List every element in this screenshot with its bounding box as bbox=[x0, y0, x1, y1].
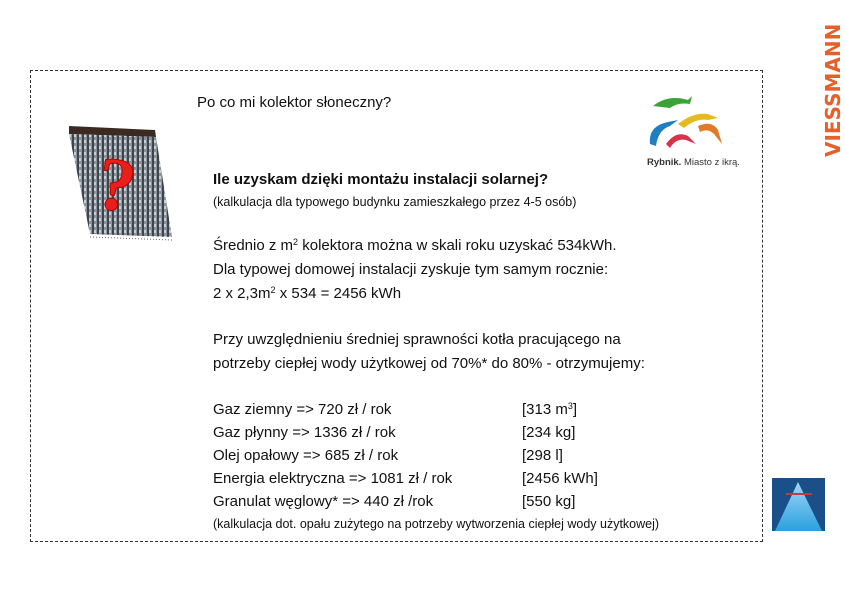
solar-collector-image bbox=[62, 122, 177, 244]
rybnik-fish-logo bbox=[648, 94, 728, 154]
fuel-amount-electricity: [2456 kWh] bbox=[522, 470, 598, 487]
fuel-label-oil: Olej opałowy => 685 zł / rok bbox=[213, 447, 399, 464]
question-mark-icon: ? bbox=[91, 140, 142, 230]
viessmann-logo: VIESSMANN bbox=[821, 23, 845, 157]
efficiency-line-1: Przy uwzględnieniu średniej sprawności kotła pracującego na bbox=[213, 331, 621, 348]
fuel-amount-lpg: [234 kg] bbox=[522, 424, 576, 441]
yield-line-2: Dla typowej domowej instalacji zyskuje tym samym rocznie: bbox=[213, 261, 609, 278]
fuel-label-lpg: Gaz płynny => 1336 zł / rok bbox=[213, 424, 396, 441]
fuel-label-electricity: Energia elektryczna => 1081 zł / rok bbox=[213, 470, 453, 487]
fuel-amount-gas: [313 $m^3$] bbox=[522, 401, 578, 418]
section-subheading: (kalkulacja dla typowego budynku zamieszkałego przez 4-5 osób) bbox=[213, 195, 577, 209]
fuel-amount-coal: [550 kg] bbox=[522, 493, 576, 510]
efficiency-line-2: potrzeby ciepłej wody użytkowej od 70%* do 80% - otrzymujemy: bbox=[213, 355, 645, 372]
fuel-label-gas: Gaz ziemny => 720 zł / rok bbox=[213, 401, 392, 418]
fuel-label-coal: Granulat węglowy* => 440 zł /rok bbox=[213, 493, 434, 510]
section-heading: Ile uzyskam dzięki montażu instalacji solarnej? bbox=[213, 171, 549, 188]
page-title: Po co mi kolektor słoneczny? bbox=[197, 94, 392, 111]
yield-line-1: Średnio z $m^2$ kolektora można w skali roku uzyskać 534kWh. bbox=[213, 237, 617, 254]
blue-triangle-logo bbox=[772, 478, 825, 531]
yield-line-3: 2 x $2,3m^2$ x 534 = 2456 kWh bbox=[213, 285, 402, 302]
rybnik-slogan: Rybnik. Miasto z ikrą. bbox=[647, 157, 740, 168]
footnote: (kalkulacja dot. opału zużytego na potrzeby wytworzenia ciepłej wody użytkowej) bbox=[213, 517, 660, 531]
fuel-amount-oil: [298 l] bbox=[522, 447, 563, 464]
